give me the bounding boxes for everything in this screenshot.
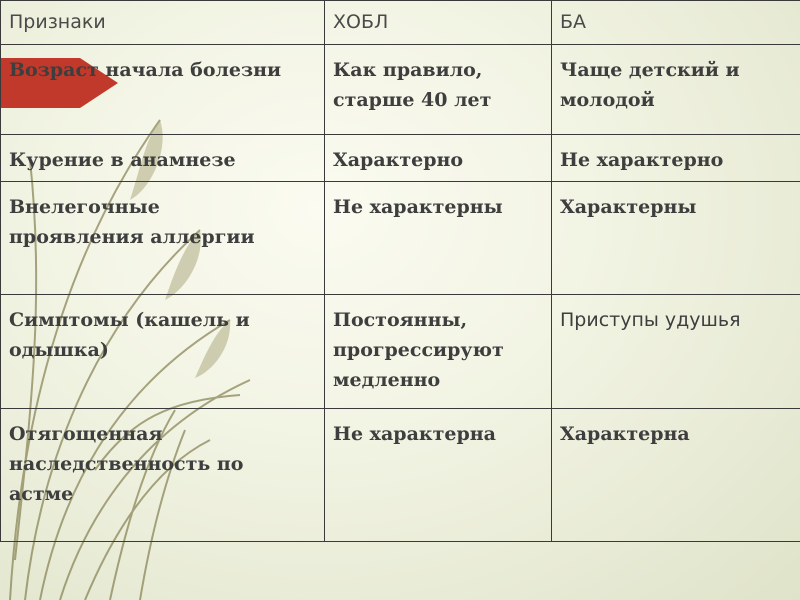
table-cell: Приступы удушья [552,295,800,409]
table-cell: Симптомы (кашель и одышка) [1,295,325,409]
table-row [1,295,800,409]
table-cell: Отягощенная наследственность по астме [1,409,325,542]
header-cell-features: Признаки [1,1,325,45]
table-cell: Не характерна [325,409,552,542]
table-cell: Возраст начала болезни [1,45,325,135]
table-cell: Характерна [552,409,800,542]
table-row [1,409,800,542]
table-row [1,135,800,182]
table-cell: Не характерно [552,135,800,182]
header-cell-copd: ХОБЛ [325,1,552,45]
header-cell-asthma: БА [552,1,800,45]
table-row [1,182,800,295]
table-cell: Характерно [325,135,552,182]
table-row [1,45,800,135]
table-cell: Характерны [552,182,800,295]
table-cell: Внелегочные проявления аллергии [1,182,325,295]
table-cell: Курение в анамнезе [1,135,325,182]
table-cell: Как правило, старше 40 лет [325,45,552,135]
header-row [1,1,800,45]
table-cell: Чаще детский и молодой [552,45,800,135]
table-cell: Не характерны [325,182,552,295]
table-cell: Постоянны, прогрессируют медленно [325,295,552,409]
